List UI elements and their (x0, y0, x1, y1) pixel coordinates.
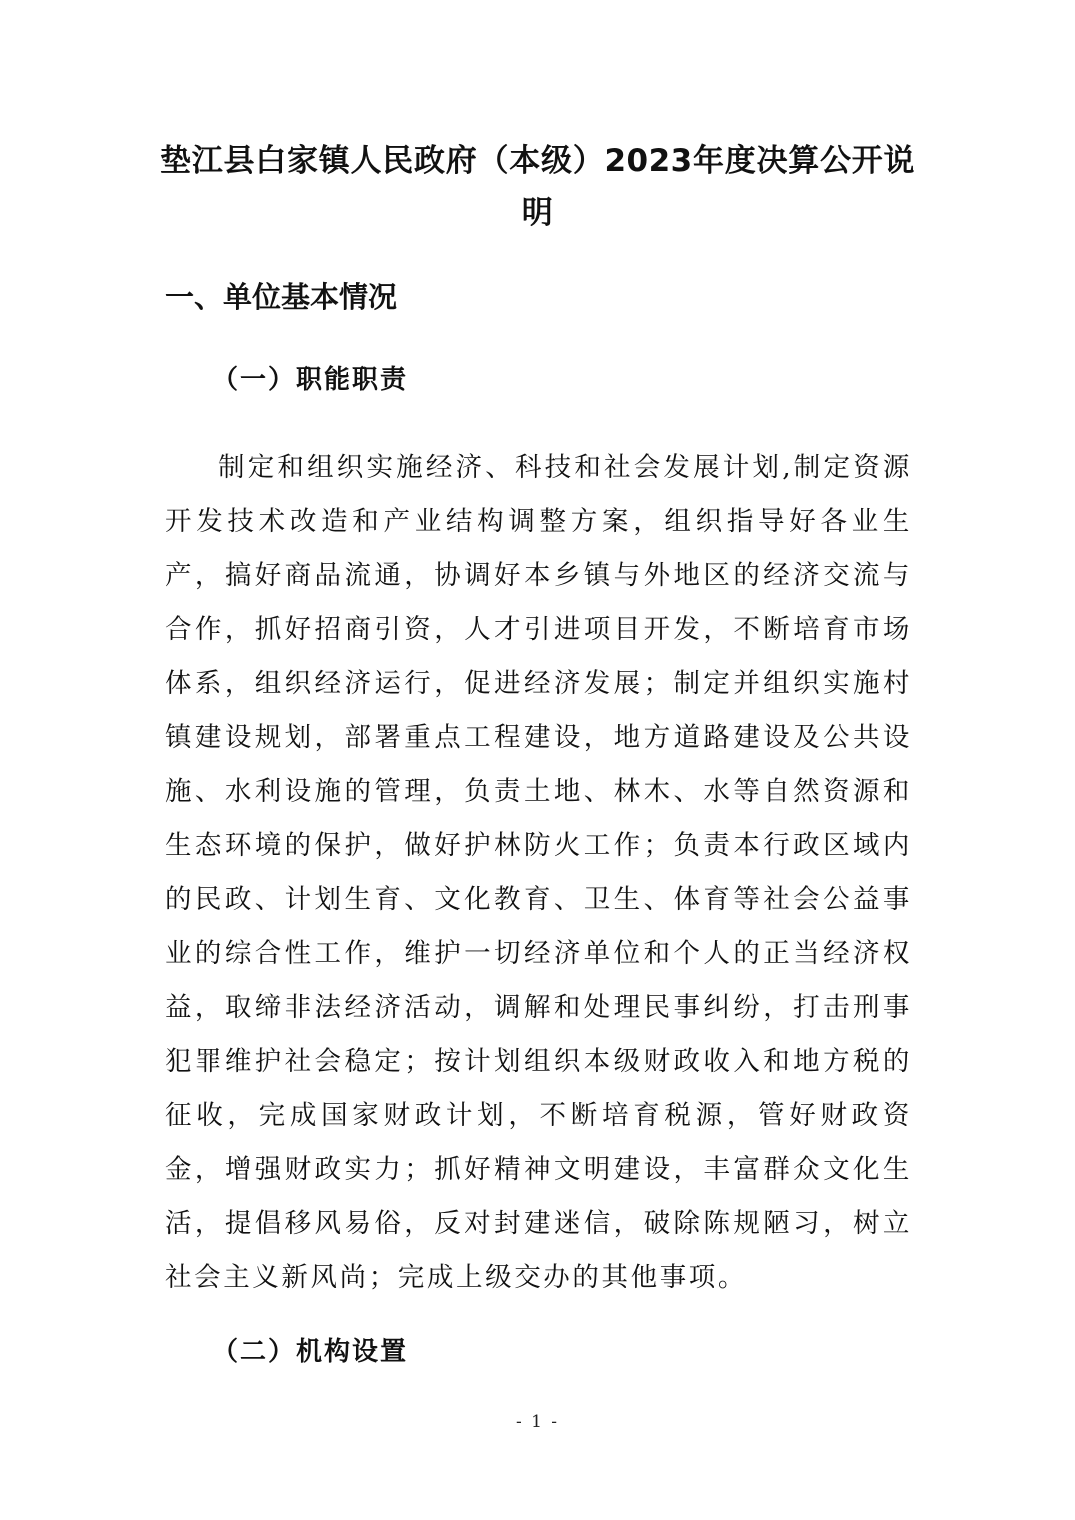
document-title: 垫江县白家镇人民政府（本级）2023年度决算公开说明 (160, 143, 915, 231)
page-number: - 1 - (515, 1412, 560, 1432)
section-heading-unit-basic-info: 一、单位基本情况 (165, 280, 398, 314)
subsection-heading-functions: （一）职能职责 (212, 365, 409, 395)
subsection-heading-organization: （二）机构设置 (212, 1337, 409, 1367)
functions-paragraph: 制定和组织实施经济、科技和社会发展计划,制定资源开发技术改造和产业结构调整方案，组织指导好各业生产，搞好商品流通，协调好本乡镇与外地区的经济交流与合作，抓好招商引资，人才引进项目开发，不断培育市场体系，组织经济运行，促进经济发展；制定并组织实施村镇建设规划，部署重点工程建设，地方道路建设及公共设施、水利设施的管理，负责土地、林木、水等自然资源和生态环境的保护，做好护林防火工作；负责本行政区域内的民政、计划生育、文化教育、卫生、体育等社会公益事业的综合性工作，维护一切经济单位和个人的正当经济权益，取缔非法经济活动，调解和处理民事纠纷，打击刑事犯罪维护社会稳定；按计划组织本级财政收入和地方税的征收，完成国家财政计划，不断培育税源，管好财政资金，增强财政实力；抓好精神文明建设，丰富群众文化生活，提倡移风易俗，反对封建迷信，破除陈规陋习，树立社会主义新风尚；完成上级交办的其他事项。 (165, 452, 912, 1293)
